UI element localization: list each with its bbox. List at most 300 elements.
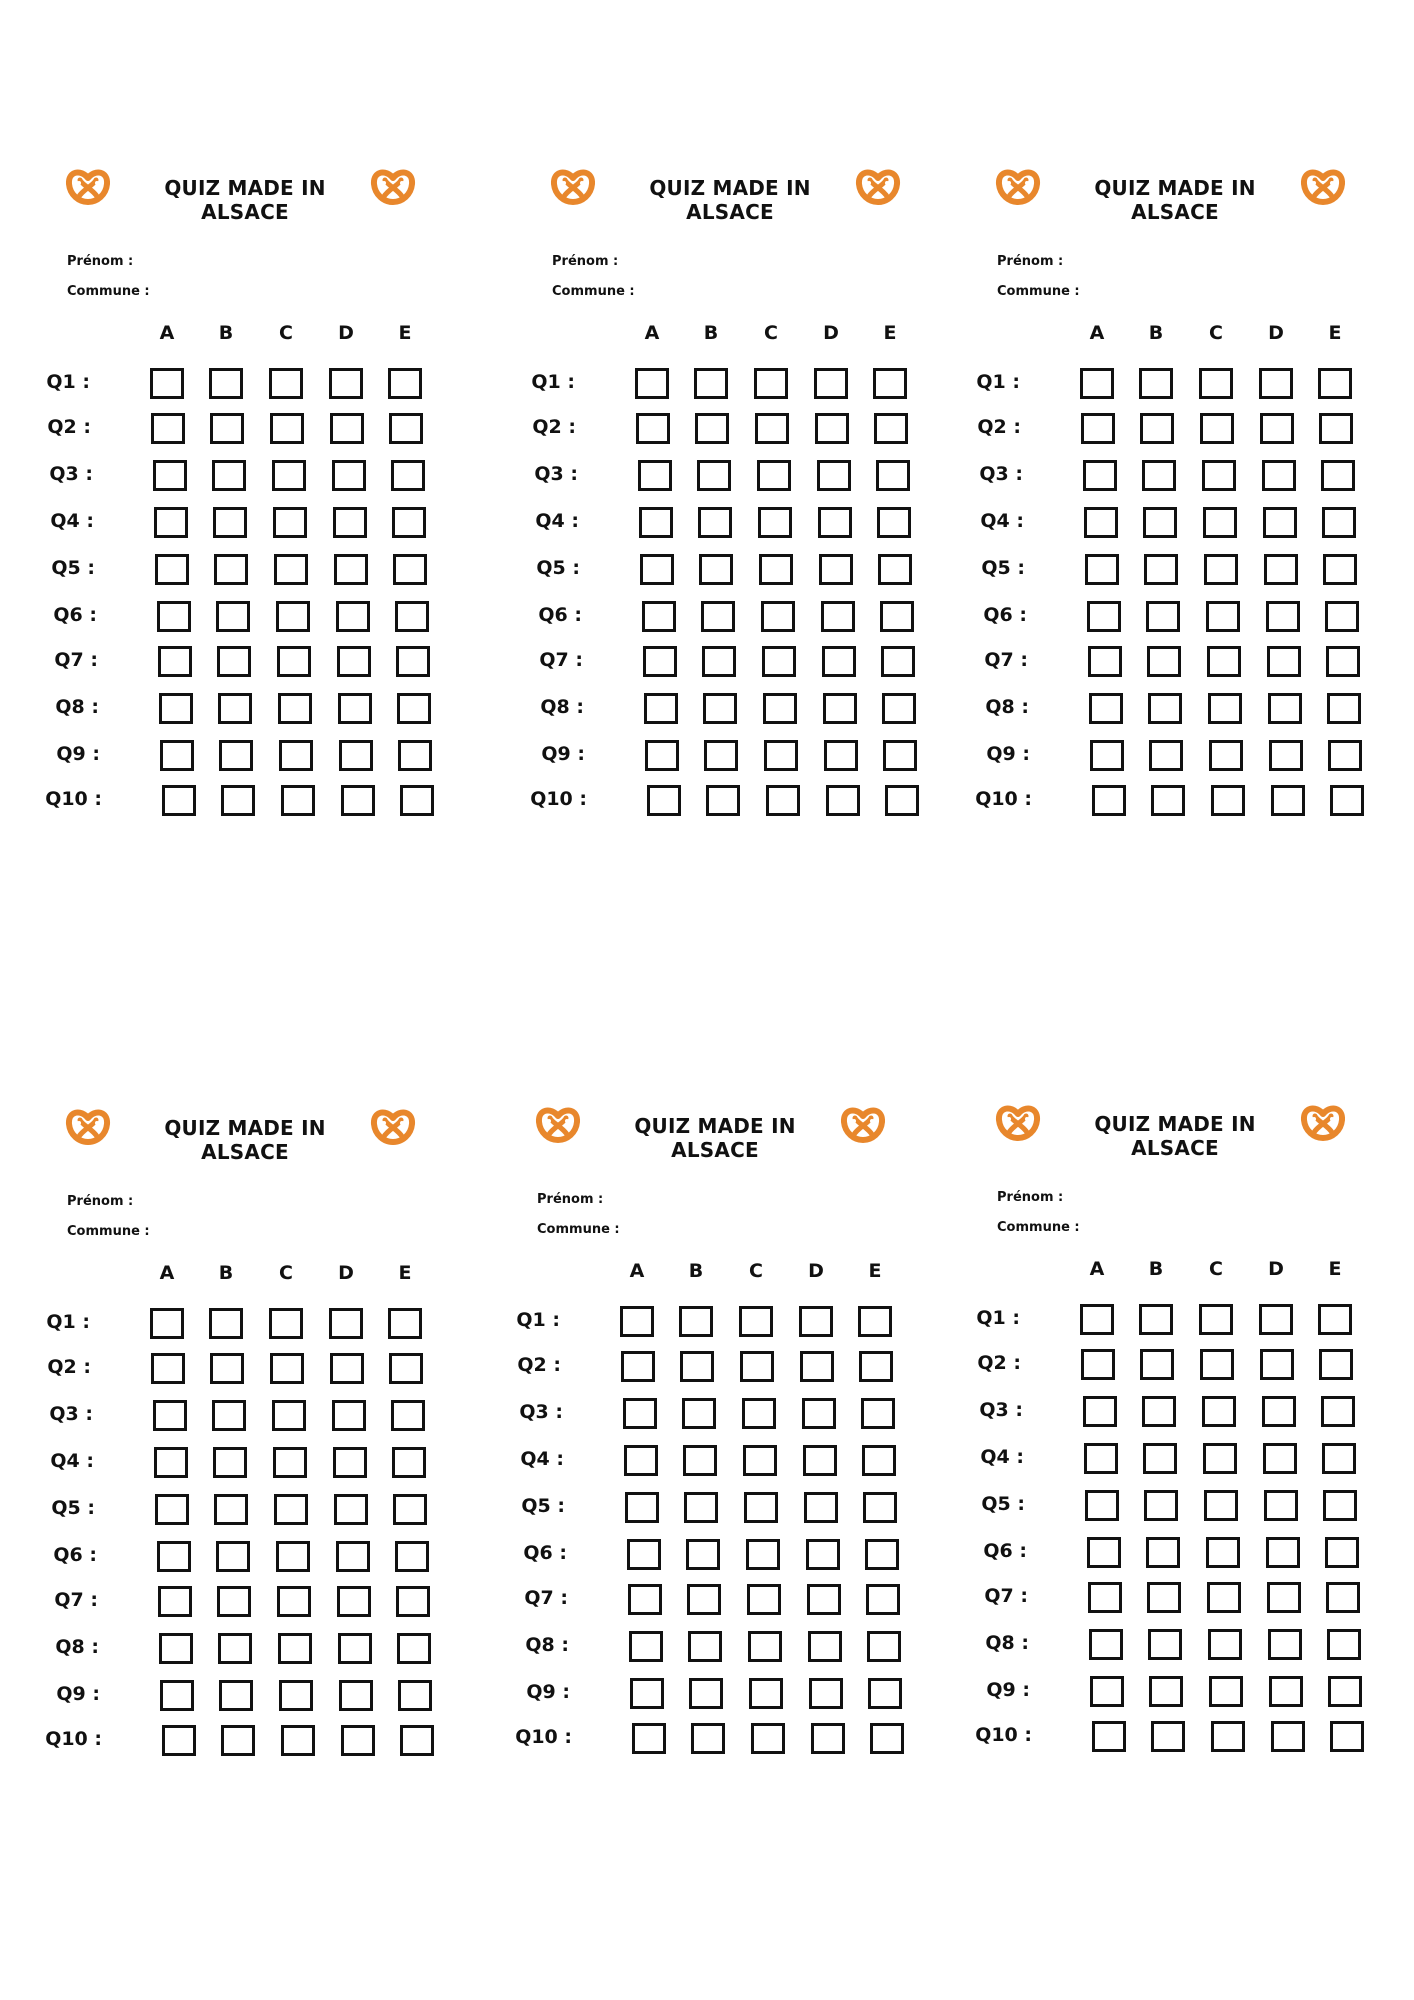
answer-checkbox-e[interactable] xyxy=(395,1541,429,1572)
answer-checkbox-c[interactable] xyxy=(762,646,796,677)
answer-checkbox-b[interactable] xyxy=(1140,413,1174,444)
answer-checkbox-c[interactable] xyxy=(1204,1490,1238,1521)
answer-checkbox-b[interactable] xyxy=(701,601,735,632)
answer-checkbox-b[interactable] xyxy=(1151,1721,1185,1752)
answer-checkbox-c[interactable] xyxy=(1206,601,1240,632)
answer-checkbox-a[interactable] xyxy=(150,368,184,399)
answer-checkbox-d[interactable] xyxy=(811,1723,845,1754)
answer-checkbox-e[interactable] xyxy=(1326,646,1360,677)
answer-checkbox-c[interactable] xyxy=(763,693,797,724)
answer-checkbox-a[interactable] xyxy=(1083,1396,1117,1427)
answer-checkbox-b[interactable] xyxy=(1143,507,1177,538)
answer-checkbox-e[interactable] xyxy=(868,1678,902,1709)
answer-checkbox-e[interactable] xyxy=(870,1723,904,1754)
answer-checkbox-a[interactable] xyxy=(159,693,193,724)
answer-checkbox-e[interactable] xyxy=(396,1586,430,1617)
answer-checkbox-e[interactable] xyxy=(1318,1304,1352,1335)
answer-checkbox-d[interactable] xyxy=(338,693,372,724)
answer-checkbox-d[interactable] xyxy=(809,1678,843,1709)
answer-checkbox-c[interactable] xyxy=(269,1308,303,1339)
answer-checkbox-a[interactable] xyxy=(162,785,196,816)
answer-checkbox-e[interactable] xyxy=(388,368,422,399)
answer-checkbox-b[interactable] xyxy=(1148,1629,1182,1660)
answer-checkbox-d[interactable] xyxy=(1266,1537,1300,1568)
answer-checkbox-a[interactable] xyxy=(154,1447,188,1478)
answer-checkbox-c[interactable] xyxy=(281,785,315,816)
answer-checkbox-c[interactable] xyxy=(1203,1443,1237,1474)
answer-checkbox-a[interactable] xyxy=(158,646,192,677)
answer-checkbox-a[interactable] xyxy=(644,693,678,724)
answer-checkbox-a[interactable] xyxy=(620,1306,654,1337)
answer-checkbox-a[interactable] xyxy=(635,368,669,399)
answer-checkbox-a[interactable] xyxy=(1089,693,1123,724)
answer-checkbox-b[interactable] xyxy=(680,1351,714,1382)
answer-checkbox-e[interactable] xyxy=(1322,1443,1356,1474)
answer-checkbox-b[interactable] xyxy=(702,646,736,677)
answer-checkbox-a[interactable] xyxy=(150,1308,184,1339)
answer-checkbox-a[interactable] xyxy=(1090,1676,1124,1707)
answer-checkbox-c[interactable] xyxy=(1202,460,1236,491)
answer-checkbox-d[interactable] xyxy=(1263,1443,1297,1474)
answer-checkbox-e[interactable] xyxy=(882,693,916,724)
answer-checkbox-a[interactable] xyxy=(158,1586,192,1617)
answer-checkbox-e[interactable] xyxy=(1319,1349,1353,1380)
answer-checkbox-e[interactable] xyxy=(877,507,911,538)
answer-checkbox-d[interactable] xyxy=(808,1631,842,1662)
answer-checkbox-c[interactable] xyxy=(1199,368,1233,399)
answer-checkbox-d[interactable] xyxy=(334,554,368,585)
answer-checkbox-d[interactable] xyxy=(1269,740,1303,771)
answer-checkbox-d[interactable] xyxy=(332,1400,366,1431)
answer-checkbox-a[interactable] xyxy=(642,601,676,632)
answer-checkbox-c[interactable] xyxy=(1211,785,1245,816)
answer-checkbox-a[interactable] xyxy=(1092,1721,1126,1752)
answer-checkbox-d[interactable] xyxy=(822,646,856,677)
answer-checkbox-d[interactable] xyxy=(800,1351,834,1382)
answer-checkbox-b[interactable] xyxy=(214,554,248,585)
answer-checkbox-d[interactable] xyxy=(329,368,363,399)
answer-checkbox-a[interactable] xyxy=(1087,1537,1121,1568)
answer-checkbox-a[interactable] xyxy=(160,740,194,771)
answer-checkbox-c[interactable] xyxy=(761,601,795,632)
answer-checkbox-c[interactable] xyxy=(1203,507,1237,538)
answer-checkbox-b[interactable] xyxy=(691,1723,725,1754)
answer-checkbox-b[interactable] xyxy=(1140,1349,1174,1380)
answer-checkbox-b[interactable] xyxy=(219,1680,253,1711)
answer-checkbox-e[interactable] xyxy=(391,1400,425,1431)
answer-checkbox-b[interactable] xyxy=(1146,601,1180,632)
answer-checkbox-d[interactable] xyxy=(1266,601,1300,632)
answer-checkbox-b[interactable] xyxy=(214,1494,248,1525)
answer-checkbox-c[interactable] xyxy=(273,1447,307,1478)
answer-checkbox-e[interactable] xyxy=(391,460,425,491)
answer-checkbox-e[interactable] xyxy=(1322,507,1356,538)
answer-checkbox-c[interactable] xyxy=(1209,740,1243,771)
answer-checkbox-b[interactable] xyxy=(219,740,253,771)
answer-checkbox-d[interactable] xyxy=(333,1447,367,1478)
answer-checkbox-c[interactable] xyxy=(748,1631,782,1662)
answer-checkbox-e[interactable] xyxy=(883,740,917,771)
answer-checkbox-c[interactable] xyxy=(270,413,304,444)
answer-checkbox-c[interactable] xyxy=(1208,1629,1242,1660)
answer-checkbox-d[interactable] xyxy=(818,507,852,538)
answer-checkbox-c[interactable] xyxy=(740,1351,774,1382)
answer-checkbox-c[interactable] xyxy=(749,1678,783,1709)
answer-checkbox-c[interactable] xyxy=(274,554,308,585)
answer-checkbox-d[interactable] xyxy=(337,646,371,677)
answer-checkbox-b[interactable] xyxy=(706,785,740,816)
answer-checkbox-e[interactable] xyxy=(867,1631,901,1662)
answer-checkbox-d[interactable] xyxy=(1267,1582,1301,1613)
answer-checkbox-e[interactable] xyxy=(393,1494,427,1525)
answer-checkbox-c[interactable] xyxy=(743,1445,777,1476)
answer-checkbox-d[interactable] xyxy=(823,693,857,724)
answer-checkbox-d[interactable] xyxy=(332,460,366,491)
answer-checkbox-a[interactable] xyxy=(155,1494,189,1525)
answer-checkbox-d[interactable] xyxy=(826,785,860,816)
answer-checkbox-b[interactable] xyxy=(1148,693,1182,724)
answer-checkbox-b[interactable] xyxy=(686,1539,720,1570)
answer-checkbox-d[interactable] xyxy=(1259,1304,1293,1335)
answer-checkbox-b[interactable] xyxy=(210,1353,244,1384)
answer-checkbox-e[interactable] xyxy=(874,413,908,444)
answer-checkbox-b[interactable] xyxy=(210,413,244,444)
answer-checkbox-e[interactable] xyxy=(1325,1537,1359,1568)
answer-checkbox-c[interactable] xyxy=(758,507,792,538)
answer-checkbox-d[interactable] xyxy=(334,1494,368,1525)
answer-checkbox-a[interactable] xyxy=(627,1539,661,1570)
answer-checkbox-b[interactable] xyxy=(221,785,255,816)
answer-checkbox-e[interactable] xyxy=(392,1447,426,1478)
answer-checkbox-e[interactable] xyxy=(397,1633,431,1664)
answer-checkbox-c[interactable] xyxy=(278,1633,312,1664)
answer-checkbox-c[interactable] xyxy=(1199,1304,1233,1335)
answer-checkbox-d[interactable] xyxy=(1263,507,1297,538)
answer-checkbox-c[interactable] xyxy=(757,460,791,491)
answer-checkbox-c[interactable] xyxy=(764,740,798,771)
answer-checkbox-c[interactable] xyxy=(279,1680,313,1711)
answer-checkbox-a[interactable] xyxy=(624,1445,658,1476)
answer-checkbox-c[interactable] xyxy=(755,413,789,444)
answer-checkbox-a[interactable] xyxy=(1090,740,1124,771)
answer-checkbox-d[interactable] xyxy=(1264,554,1298,585)
answer-checkbox-e[interactable] xyxy=(862,1445,896,1476)
answer-checkbox-e[interactable] xyxy=(1327,693,1361,724)
answer-checkbox-a[interactable] xyxy=(628,1584,662,1615)
answer-checkbox-e[interactable] xyxy=(398,740,432,771)
answer-checkbox-b[interactable] xyxy=(699,554,733,585)
answer-checkbox-b[interactable] xyxy=(1142,1396,1176,1427)
answer-checkbox-a[interactable] xyxy=(1085,554,1119,585)
answer-checkbox-b[interactable] xyxy=(695,413,729,444)
answer-checkbox-c[interactable] xyxy=(273,507,307,538)
answer-checkbox-e[interactable] xyxy=(392,507,426,538)
answer-checkbox-d[interactable] xyxy=(1262,460,1296,491)
answer-checkbox-d[interactable] xyxy=(1260,1349,1294,1380)
answer-checkbox-a[interactable] xyxy=(1083,460,1117,491)
answer-checkbox-b[interactable] xyxy=(694,368,728,399)
answer-checkbox-c[interactable] xyxy=(272,1400,306,1431)
answer-checkbox-a[interactable] xyxy=(157,601,191,632)
answer-checkbox-c[interactable] xyxy=(1207,646,1241,677)
answer-checkbox-e[interactable] xyxy=(398,1680,432,1711)
answer-checkbox-e[interactable] xyxy=(876,460,910,491)
answer-checkbox-c[interactable] xyxy=(744,1492,778,1523)
answer-checkbox-c[interactable] xyxy=(1200,1349,1234,1380)
answer-checkbox-a[interactable] xyxy=(1092,785,1126,816)
answer-checkbox-a[interactable] xyxy=(155,554,189,585)
answer-checkbox-d[interactable] xyxy=(338,1633,372,1664)
answer-checkbox-e[interactable] xyxy=(400,1725,434,1756)
answer-checkbox-e[interactable] xyxy=(397,693,431,724)
answer-checkbox-b[interactable] xyxy=(213,507,247,538)
answer-checkbox-d[interactable] xyxy=(806,1539,840,1570)
answer-checkbox-b[interactable] xyxy=(1147,646,1181,677)
answer-checkbox-b[interactable] xyxy=(216,601,250,632)
answer-checkbox-c[interactable] xyxy=(1202,1396,1236,1427)
answer-checkbox-e[interactable] xyxy=(858,1306,892,1337)
answer-checkbox-b[interactable] xyxy=(688,1631,722,1662)
answer-checkbox-d[interactable] xyxy=(802,1398,836,1429)
answer-checkbox-a[interactable] xyxy=(630,1678,664,1709)
answer-checkbox-a[interactable] xyxy=(1088,646,1122,677)
answer-checkbox-b[interactable] xyxy=(682,1398,716,1429)
answer-checkbox-b[interactable] xyxy=(217,646,251,677)
answer-checkbox-b[interactable] xyxy=(1144,1490,1178,1521)
answer-checkbox-c[interactable] xyxy=(1207,1582,1241,1613)
answer-checkbox-a[interactable] xyxy=(643,646,677,677)
answer-checkbox-c[interactable] xyxy=(751,1723,785,1754)
answer-checkbox-e[interactable] xyxy=(388,1308,422,1339)
answer-checkbox-b[interactable] xyxy=(704,740,738,771)
answer-checkbox-c[interactable] xyxy=(276,601,310,632)
answer-checkbox-d[interactable] xyxy=(1260,413,1294,444)
answer-checkbox-e[interactable] xyxy=(861,1398,895,1429)
answer-checkbox-d[interactable] xyxy=(1264,1490,1298,1521)
answer-checkbox-c[interactable] xyxy=(747,1584,781,1615)
answer-checkbox-d[interactable] xyxy=(1259,368,1293,399)
answer-checkbox-b[interactable] xyxy=(689,1678,723,1709)
answer-checkbox-b[interactable] xyxy=(218,1633,252,1664)
answer-checkbox-a[interactable] xyxy=(623,1398,657,1429)
answer-checkbox-d[interactable] xyxy=(817,460,851,491)
answer-checkbox-a[interactable] xyxy=(1084,1443,1118,1474)
answer-checkbox-d[interactable] xyxy=(333,507,367,538)
answer-checkbox-b[interactable] xyxy=(212,1400,246,1431)
answer-checkbox-e[interactable] xyxy=(878,554,912,585)
answer-checkbox-b[interactable] xyxy=(683,1445,717,1476)
answer-checkbox-a[interactable] xyxy=(151,413,185,444)
answer-checkbox-e[interactable] xyxy=(1319,413,1353,444)
answer-checkbox-e[interactable] xyxy=(396,646,430,677)
answer-checkbox-d[interactable] xyxy=(339,1680,373,1711)
answer-checkbox-c[interactable] xyxy=(270,1353,304,1384)
answer-checkbox-c[interactable] xyxy=(742,1398,776,1429)
answer-checkbox-b[interactable] xyxy=(1139,1304,1173,1335)
answer-checkbox-b[interactable] xyxy=(1146,1537,1180,1568)
answer-checkbox-b[interactable] xyxy=(1143,1443,1177,1474)
answer-checkbox-e[interactable] xyxy=(1323,1490,1357,1521)
answer-checkbox-e[interactable] xyxy=(1323,554,1357,585)
answer-checkbox-e[interactable] xyxy=(880,601,914,632)
answer-checkbox-d[interactable] xyxy=(1268,1629,1302,1660)
answer-checkbox-a[interactable] xyxy=(1081,413,1115,444)
answer-checkbox-a[interactable] xyxy=(153,1400,187,1431)
answer-checkbox-a[interactable] xyxy=(153,460,187,491)
answer-checkbox-d[interactable] xyxy=(339,740,373,771)
answer-checkbox-e[interactable] xyxy=(1326,1582,1360,1613)
answer-checkbox-a[interactable] xyxy=(639,507,673,538)
answer-checkbox-b[interactable] xyxy=(1139,368,1173,399)
answer-checkbox-e[interactable] xyxy=(859,1351,893,1382)
answer-checkbox-d[interactable] xyxy=(336,1541,370,1572)
answer-checkbox-a[interactable] xyxy=(162,1725,196,1756)
answer-checkbox-c[interactable] xyxy=(272,460,306,491)
answer-checkbox-b[interactable] xyxy=(217,1586,251,1617)
answer-checkbox-b[interactable] xyxy=(1149,1676,1183,1707)
answer-checkbox-c[interactable] xyxy=(1204,554,1238,585)
answer-checkbox-d[interactable] xyxy=(1268,693,1302,724)
answer-checkbox-b[interactable] xyxy=(698,507,732,538)
answer-checkbox-c[interactable] xyxy=(277,646,311,677)
answer-checkbox-b[interactable] xyxy=(687,1584,721,1615)
answer-checkbox-d[interactable] xyxy=(329,1308,363,1339)
answer-checkbox-b[interactable] xyxy=(216,1541,250,1572)
answer-checkbox-b[interactable] xyxy=(684,1492,718,1523)
answer-checkbox-c[interactable] xyxy=(746,1539,780,1570)
answer-checkbox-a[interactable] xyxy=(629,1631,663,1662)
answer-checkbox-b[interactable] xyxy=(209,368,243,399)
answer-checkbox-d[interactable] xyxy=(824,740,858,771)
answer-checkbox-e[interactable] xyxy=(885,785,919,816)
answer-checkbox-c[interactable] xyxy=(754,368,788,399)
answer-checkbox-d[interactable] xyxy=(1267,646,1301,677)
answer-checkbox-e[interactable] xyxy=(1328,1676,1362,1707)
answer-checkbox-e[interactable] xyxy=(1328,740,1362,771)
answer-checkbox-d[interactable] xyxy=(341,785,375,816)
answer-checkbox-a[interactable] xyxy=(1084,507,1118,538)
answer-checkbox-a[interactable] xyxy=(647,785,681,816)
answer-checkbox-a[interactable] xyxy=(1088,1582,1122,1613)
answer-checkbox-a[interactable] xyxy=(1085,1490,1119,1521)
answer-checkbox-e[interactable] xyxy=(1327,1629,1361,1660)
answer-checkbox-c[interactable] xyxy=(766,785,800,816)
answer-checkbox-d[interactable] xyxy=(821,601,855,632)
answer-checkbox-a[interactable] xyxy=(159,1633,193,1664)
answer-checkbox-d[interactable] xyxy=(819,554,853,585)
answer-checkbox-e[interactable] xyxy=(1321,460,1355,491)
answer-checkbox-b[interactable] xyxy=(218,693,252,724)
answer-checkbox-a[interactable] xyxy=(645,740,679,771)
answer-checkbox-c[interactable] xyxy=(1211,1721,1245,1752)
answer-checkbox-e[interactable] xyxy=(395,601,429,632)
answer-checkbox-c[interactable] xyxy=(269,368,303,399)
answer-checkbox-e[interactable] xyxy=(400,785,434,816)
answer-checkbox-d[interactable] xyxy=(1271,1721,1305,1752)
answer-checkbox-e[interactable] xyxy=(1318,368,1352,399)
answer-checkbox-a[interactable] xyxy=(640,554,674,585)
answer-checkbox-d[interactable] xyxy=(807,1584,841,1615)
answer-checkbox-b[interactable] xyxy=(1147,1582,1181,1613)
answer-checkbox-e[interactable] xyxy=(1330,785,1364,816)
answer-checkbox-a[interactable] xyxy=(1089,1629,1123,1660)
answer-checkbox-d[interactable] xyxy=(336,601,370,632)
answer-checkbox-e[interactable] xyxy=(393,554,427,585)
answer-checkbox-c[interactable] xyxy=(1208,693,1242,724)
answer-checkbox-a[interactable] xyxy=(151,1353,185,1384)
answer-checkbox-b[interactable] xyxy=(209,1308,243,1339)
answer-checkbox-c[interactable] xyxy=(759,554,793,585)
answer-checkbox-e[interactable] xyxy=(873,368,907,399)
answer-checkbox-e[interactable] xyxy=(863,1492,897,1523)
answer-checkbox-a[interactable] xyxy=(160,1680,194,1711)
answer-checkbox-b[interactable] xyxy=(1142,460,1176,491)
answer-checkbox-d[interactable] xyxy=(1262,1396,1296,1427)
answer-checkbox-e[interactable] xyxy=(865,1539,899,1570)
answer-checkbox-d[interactable] xyxy=(799,1306,833,1337)
answer-checkbox-a[interactable] xyxy=(636,413,670,444)
answer-checkbox-d[interactable] xyxy=(815,413,849,444)
answer-checkbox-e[interactable] xyxy=(1330,1721,1364,1752)
answer-checkbox-c[interactable] xyxy=(274,1494,308,1525)
answer-checkbox-d[interactable] xyxy=(1269,1676,1303,1707)
answer-checkbox-a[interactable] xyxy=(638,460,672,491)
answer-checkbox-a[interactable] xyxy=(1080,1304,1114,1335)
answer-checkbox-c[interactable] xyxy=(281,1725,315,1756)
answer-checkbox-b[interactable] xyxy=(212,460,246,491)
answer-checkbox-c[interactable] xyxy=(279,740,313,771)
answer-checkbox-d[interactable] xyxy=(341,1725,375,1756)
answer-checkbox-d[interactable] xyxy=(803,1445,837,1476)
answer-checkbox-c[interactable] xyxy=(1206,1537,1240,1568)
answer-checkbox-d[interactable] xyxy=(1271,785,1305,816)
answer-checkbox-b[interactable] xyxy=(1151,785,1185,816)
answer-checkbox-a[interactable] xyxy=(625,1492,659,1523)
answer-checkbox-c[interactable] xyxy=(278,693,312,724)
answer-checkbox-d[interactable] xyxy=(814,368,848,399)
answer-checkbox-d[interactable] xyxy=(804,1492,838,1523)
answer-checkbox-a[interactable] xyxy=(632,1723,666,1754)
answer-checkbox-b[interactable] xyxy=(679,1306,713,1337)
answer-checkbox-c[interactable] xyxy=(1209,1676,1243,1707)
answer-checkbox-e[interactable] xyxy=(1325,601,1359,632)
answer-checkbox-b[interactable] xyxy=(213,1447,247,1478)
answer-checkbox-a[interactable] xyxy=(1081,1349,1115,1380)
answer-checkbox-b[interactable] xyxy=(221,1725,255,1756)
answer-checkbox-d[interactable] xyxy=(330,413,364,444)
answer-checkbox-a[interactable] xyxy=(1080,368,1114,399)
answer-checkbox-e[interactable] xyxy=(389,1353,423,1384)
answer-checkbox-d[interactable] xyxy=(330,1353,364,1384)
answer-checkbox-c[interactable] xyxy=(277,1586,311,1617)
answer-checkbox-e[interactable] xyxy=(389,413,423,444)
answer-checkbox-e[interactable] xyxy=(866,1584,900,1615)
answer-checkbox-d[interactable] xyxy=(337,1586,371,1617)
answer-checkbox-b[interactable] xyxy=(1149,740,1183,771)
answer-checkbox-c[interactable] xyxy=(1200,413,1234,444)
answer-checkbox-b[interactable] xyxy=(1144,554,1178,585)
answer-checkbox-a[interactable] xyxy=(1087,601,1121,632)
answer-checkbox-a[interactable] xyxy=(621,1351,655,1382)
answer-checkbox-a[interactable] xyxy=(157,1541,191,1572)
answer-checkbox-c[interactable] xyxy=(276,1541,310,1572)
answer-checkbox-e[interactable] xyxy=(1321,1396,1355,1427)
answer-checkbox-c[interactable] xyxy=(739,1306,773,1337)
answer-checkbox-b[interactable] xyxy=(697,460,731,491)
answer-checkbox-a[interactable] xyxy=(154,507,188,538)
answer-checkbox-e[interactable] xyxy=(881,646,915,677)
answer-checkbox-b[interactable] xyxy=(703,693,737,724)
